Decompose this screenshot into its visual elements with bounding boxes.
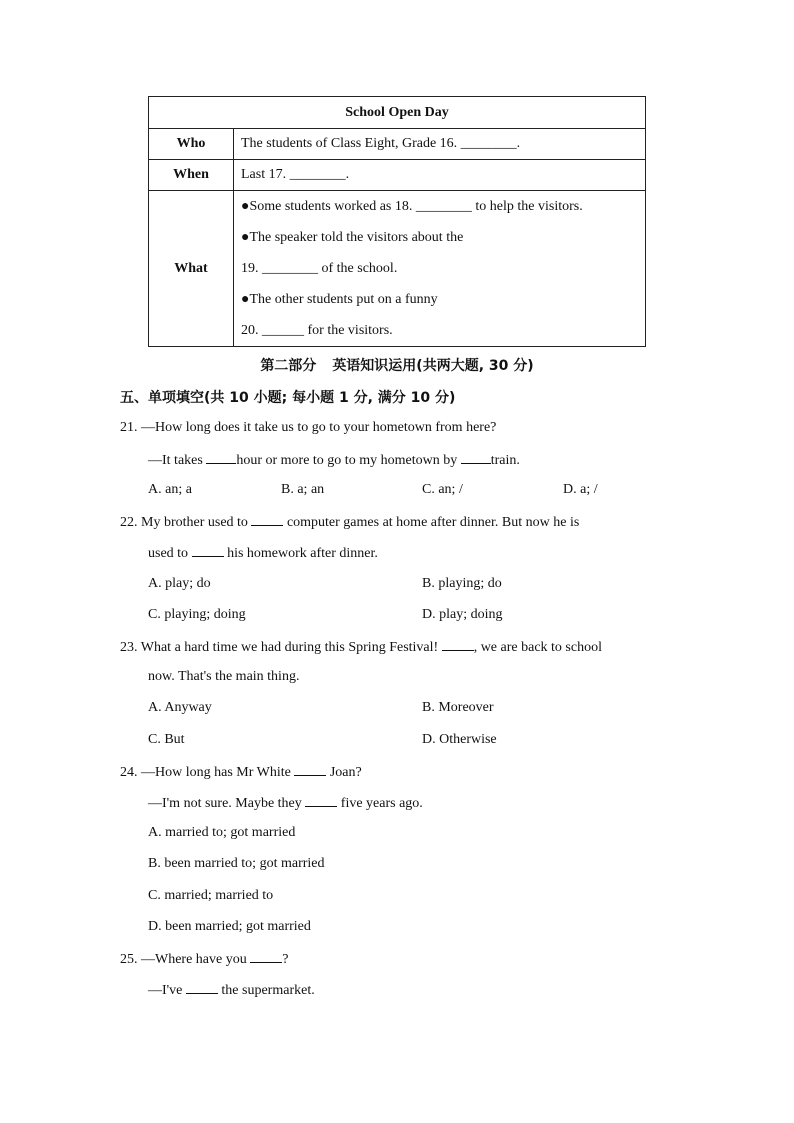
q21-option-c: C. an; / <box>422 482 463 497</box>
text-segment: the supermarket. <box>221 983 315 998</box>
table-title: School Open Day <box>149 97 646 129</box>
q24-line1 <box>120 761 362 781</box>
q25-line1 <box>120 948 288 968</box>
answer-blank <box>206 449 236 464</box>
q24-option-c: C. married; married to <box>148 888 274 903</box>
what-line: ●The speaker told the visitors about the <box>241 230 464 245</box>
q21-line2 <box>148 449 520 469</box>
answer-blank <box>442 636 474 651</box>
q23-line1 <box>120 636 602 656</box>
text-segment: train. <box>490 453 520 468</box>
text-segment: —I've <box>148 983 183 998</box>
text-segment: , we are back to school <box>473 640 602 655</box>
answer-blank <box>251 511 283 526</box>
text-segment: used to <box>148 546 189 561</box>
q22-option-a: A. play; do <box>148 576 211 591</box>
q24-option-d: D. been married; got married <box>148 919 311 934</box>
q23-option-a: A. Anyway <box>148 700 212 715</box>
q21-stem: 21. —How long does it take us to go to your hometown from here? <box>120 420 497 435</box>
q21-option-d: D. a; / <box>563 482 598 497</box>
who-label: Who <box>149 129 234 160</box>
q24-option-a: A. married to; got married <box>148 825 296 840</box>
text-segment: 24. —How long has Mr White <box>120 765 291 780</box>
part-five-heading: 五、单项填空(共 10 小题; 每小题 1 分, 满分 10 分) <box>120 390 456 406</box>
q25-line2 <box>148 979 315 999</box>
what-line: ●The other students put on a funny <box>241 292 438 307</box>
what-label: What <box>149 191 234 347</box>
q21-option-a: A. an; a <box>148 482 192 497</box>
q24-option-b: B. been married to; got married <box>148 856 325 871</box>
q23-option-b: B. Moreover <box>422 700 494 715</box>
who-text: The students of Class Eight, Grade 16. ________. <box>234 129 646 160</box>
text-segment: 22. My brother used to <box>120 515 248 530</box>
text-segment: computer games at home after dinner. But now he is <box>286 515 580 530</box>
q22-line1 <box>120 511 672 531</box>
when-text: Last 17. ________. <box>234 160 646 191</box>
what-line: 19. ________ of the school. <box>241 261 398 276</box>
school-open-day-table <box>148 96 646 347</box>
answer-blank <box>461 449 491 464</box>
answer-blank <box>192 542 224 557</box>
answer-blank <box>186 979 218 994</box>
text-segment: —I'm not sure. Maybe they <box>148 796 302 811</box>
text-segment: five years ago. <box>340 796 423 811</box>
text-segment: his homework after dinner. <box>227 546 378 561</box>
what-content <box>234 191 646 347</box>
section-part: 第二部分 <box>260 358 317 374</box>
answer-blank <box>305 792 337 807</box>
q23-line2: now. That's the main thing. <box>148 669 300 684</box>
q22-line2 <box>148 542 378 562</box>
text-segment: —It takes <box>148 453 203 468</box>
q22-option-b: B. playing; do <box>422 576 502 591</box>
q23-option-d: D. Otherwise <box>422 732 497 747</box>
text-segment: Joan? <box>329 765 362 780</box>
text-segment: ? <box>282 952 289 967</box>
q22-option-d: D. play; doing <box>422 607 503 622</box>
what-line: ●Some students worked as 18. ________ to help the visitors. <box>241 199 583 214</box>
q22-option-c: C. playing; doing <box>148 607 246 622</box>
answer-blank <box>294 761 326 776</box>
section-title: 英语知识运用(共两大题, 30 分) <box>332 358 534 374</box>
text-segment: hour or more to go to my hometown by <box>236 453 458 468</box>
text-segment: 23. What a hard time we had during this Spring Festival! <box>120 640 439 655</box>
q23-option-c: C. But <box>148 732 185 747</box>
what-line: 20. ______ for the visitors. <box>241 323 393 338</box>
q24-line2 <box>148 792 423 812</box>
text-segment: 25. —Where have you <box>120 952 247 967</box>
section-heading <box>0 355 794 375</box>
q21-option-b: B. a; an <box>281 482 325 497</box>
answer-blank <box>250 948 282 963</box>
when-label: When <box>149 160 234 191</box>
